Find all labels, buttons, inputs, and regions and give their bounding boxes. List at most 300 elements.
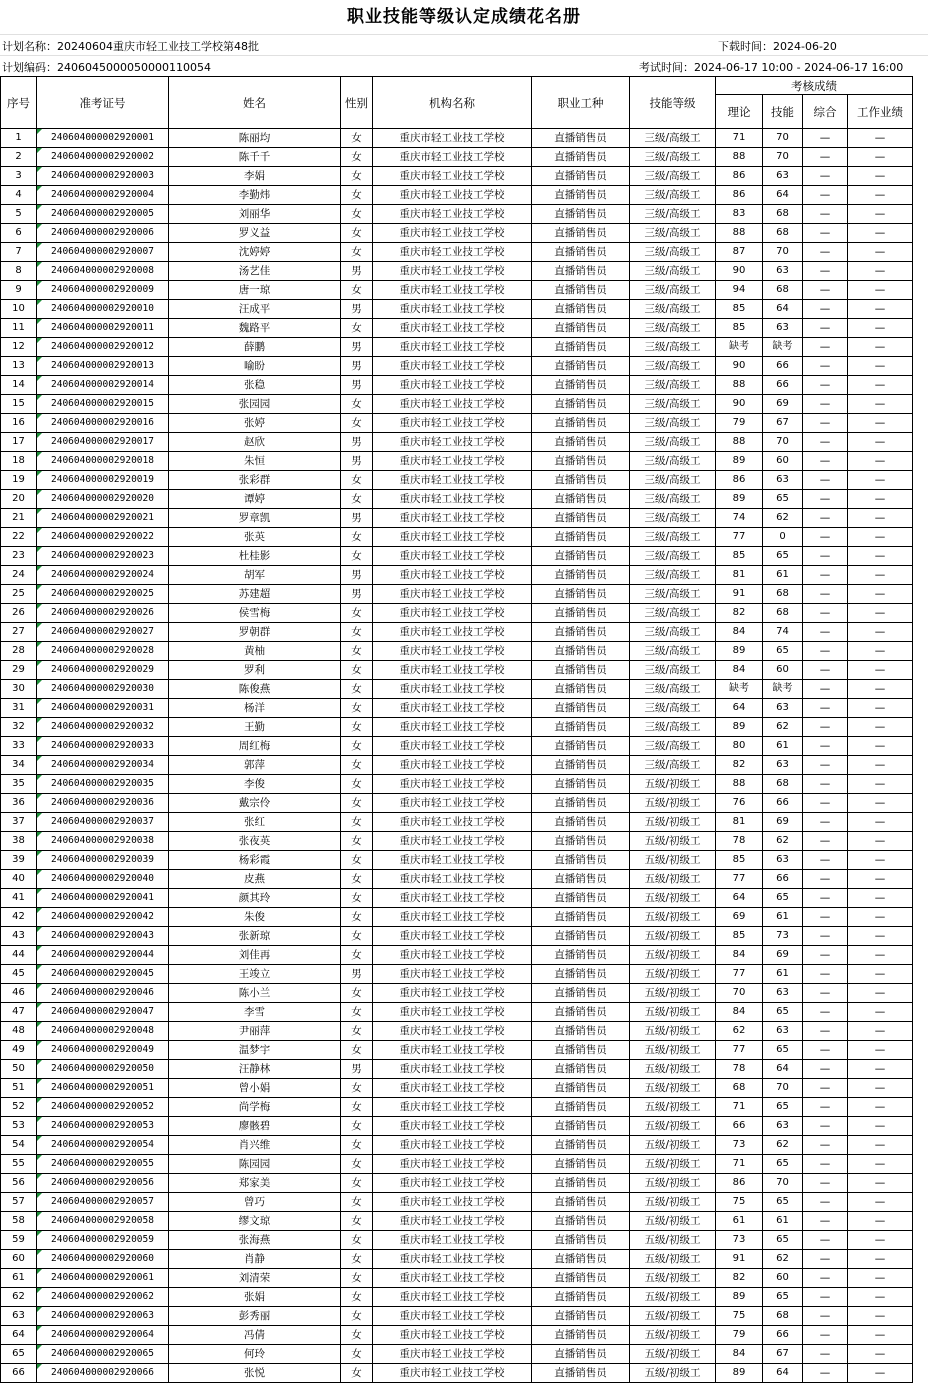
row-exam-id: 240604000002920029	[37, 661, 169, 680]
row-org: 重庆市轻工业技工学校	[373, 357, 532, 376]
row-work-score: —	[848, 376, 913, 395]
row-theory-score: 75	[716, 1193, 763, 1212]
row-job: 直播销售员	[532, 167, 630, 186]
row-no: 33	[1, 737, 37, 756]
row-exam-id: 240604000002920041	[37, 889, 169, 908]
row-exam-id: 240604000002920052	[37, 1098, 169, 1117]
row-overall-score: —	[803, 623, 848, 642]
table-row	[1, 471, 913, 490]
row-job: 直播销售员	[532, 1060, 630, 1079]
row-theory-score: 84	[716, 946, 763, 965]
row-exam-id: 240604000002920038	[37, 832, 169, 851]
row-skill-score: 70	[763, 129, 803, 148]
table-row	[1, 148, 913, 167]
row-job: 直播销售员	[532, 661, 630, 680]
row-no: 3	[1, 167, 37, 186]
row-no: 64	[1, 1326, 37, 1345]
row-exam-id: 240604000002920039	[37, 851, 169, 870]
row-exam-id: 240604000002920062	[37, 1288, 169, 1307]
row-name: 冯倩	[169, 1326, 341, 1345]
table-row	[1, 528, 913, 547]
row-no: 21	[1, 509, 37, 528]
row-gender: 男	[341, 376, 373, 395]
row-exam-id: 240604000002920014	[37, 376, 169, 395]
row-name: 张稳	[169, 376, 341, 395]
row-no: 60	[1, 1250, 37, 1269]
row-org: 重庆市轻工业技工学校	[373, 452, 532, 471]
download-time: 下载时间：2024-06-20	[718, 40, 837, 53]
row-theory-score: 88	[716, 148, 763, 167]
row-org: 重庆市轻工业技工学校	[373, 623, 532, 642]
row-theory-score: 89	[716, 490, 763, 509]
row-no: 35	[1, 775, 37, 794]
row-overall-score: —	[803, 205, 848, 224]
row-no: 32	[1, 718, 37, 737]
row-work-score: —	[848, 1212, 913, 1231]
row-level: 五级/初级工	[630, 813, 716, 832]
row-name: 郑家美	[169, 1174, 341, 1193]
row-work-score: —	[848, 604, 913, 623]
row-work-score: —	[848, 623, 913, 642]
row-gender: 女	[341, 1288, 373, 1307]
row-name: 曾巧	[169, 1193, 341, 1212]
row-skill-score: 67	[763, 1345, 803, 1364]
row-work-score: —	[848, 129, 913, 148]
row-skill-score: 73	[763, 927, 803, 946]
row-theory-score: 85	[716, 300, 763, 319]
table-row	[1, 1117, 913, 1136]
row-work-score: —	[848, 300, 913, 319]
row-no: 19	[1, 471, 37, 490]
row-no: 57	[1, 1193, 37, 1212]
row-org: 重庆市轻工业技工学校	[373, 813, 532, 832]
row-work-score: —	[848, 1174, 913, 1193]
row-job: 直播销售员	[532, 509, 630, 528]
row-org: 重庆市轻工业技工学校	[373, 1269, 532, 1288]
row-job: 直播销售员	[532, 642, 630, 661]
row-name: 薛鹏	[169, 338, 341, 357]
col-gender: 性别	[341, 77, 373, 129]
row-level: 三级/高级工	[630, 471, 716, 490]
row-org: 重庆市轻工业技工学校	[373, 889, 532, 908]
row-name: 肖静	[169, 1250, 341, 1269]
row-gender: 女	[341, 1174, 373, 1193]
row-name: 彭秀丽	[169, 1307, 341, 1326]
row-job: 直播销售员	[532, 965, 630, 984]
row-gender: 男	[341, 1060, 373, 1079]
row-work-score: —	[848, 262, 913, 281]
row-name: 汪成平	[169, 300, 341, 319]
row-theory-score: 76	[716, 794, 763, 813]
row-org: 重庆市轻工业技工学校	[373, 471, 532, 490]
row-job: 直播销售员	[532, 281, 630, 300]
row-overall-score: —	[803, 775, 848, 794]
table-row	[1, 357, 913, 376]
row-level: 三级/高级工	[630, 281, 716, 300]
row-name: 喻盼	[169, 357, 341, 376]
row-level: 三级/高级工	[630, 186, 716, 205]
table-row	[1, 775, 913, 794]
table-row	[1, 509, 913, 528]
row-theory-score: 89	[716, 1364, 763, 1383]
row-job: 直播销售员	[532, 585, 630, 604]
table-row	[1, 965, 913, 984]
row-theory-score: 69	[716, 908, 763, 927]
row-name: 张娟	[169, 1288, 341, 1307]
row-overall-score: —	[803, 1022, 848, 1041]
row-job: 直播销售员	[532, 851, 630, 870]
row-org: 重庆市轻工业技工学校	[373, 794, 532, 813]
table-row	[1, 1003, 913, 1022]
row-theory-score: 66	[716, 1117, 763, 1136]
row-overall-score: —	[803, 281, 848, 300]
row-gender: 女	[341, 1041, 373, 1060]
row-org: 重庆市轻工业技工学校	[373, 585, 532, 604]
row-no: 28	[1, 642, 37, 661]
table-row	[1, 927, 913, 946]
table-row	[1, 1193, 913, 1212]
row-skill-score: 64	[763, 186, 803, 205]
row-job: 直播销售员	[532, 1288, 630, 1307]
row-theory-score: 90	[716, 262, 763, 281]
row-overall-score: —	[803, 661, 848, 680]
score-table	[0, 76, 913, 1383]
row-skill-score: 62	[763, 509, 803, 528]
table-row	[1, 414, 913, 433]
row-name: 朱俊	[169, 908, 341, 927]
row-gender: 女	[341, 927, 373, 946]
row-no: 25	[1, 585, 37, 604]
row-org: 重庆市轻工业技工学校	[373, 1174, 532, 1193]
row-level: 五级/初级工	[630, 775, 716, 794]
row-level: 三级/高级工	[630, 623, 716, 642]
row-name: 李勤炜	[169, 186, 341, 205]
row-org: 重庆市轻工业技工学校	[373, 680, 532, 699]
row-work-score: —	[848, 965, 913, 984]
row-gender: 女	[341, 205, 373, 224]
exam-time: 考试时间：2024-06-17 10:00 - 2024-06-17 16:00	[639, 61, 904, 74]
row-job: 直播销售员	[532, 1022, 630, 1041]
row-exam-id: 240604000002920011	[37, 319, 169, 338]
row-no: 46	[1, 984, 37, 1003]
table-row	[1, 642, 913, 661]
row-theory-score: 62	[716, 1022, 763, 1041]
row-overall-score: —	[803, 1269, 848, 1288]
row-org: 重庆市轻工业技工学校	[373, 262, 532, 281]
row-overall-score: —	[803, 1136, 848, 1155]
row-skill-score: 63	[763, 319, 803, 338]
row-gender: 女	[341, 832, 373, 851]
row-job: 直播销售员	[532, 357, 630, 376]
table-header	[1, 77, 913, 129]
row-skill-score: 68	[763, 775, 803, 794]
row-gender: 女	[341, 1212, 373, 1231]
row-org: 重庆市轻工业技工学校	[373, 737, 532, 756]
row-name: 温梦宇	[169, 1041, 341, 1060]
row-job: 直播销售员	[532, 376, 630, 395]
row-no: 40	[1, 870, 37, 889]
row-exam-id: 240604000002920020	[37, 490, 169, 509]
row-level: 五级/初级工	[630, 984, 716, 1003]
row-job: 直播销售员	[532, 148, 630, 167]
row-level: 三级/高级工	[630, 243, 716, 262]
table-row	[1, 1136, 913, 1155]
table-row	[1, 129, 913, 148]
row-no: 39	[1, 851, 37, 870]
table-row	[1, 167, 913, 186]
row-exam-id: 240604000002920057	[37, 1193, 169, 1212]
row-gender: 女	[341, 680, 373, 699]
row-level: 三级/高级工	[630, 376, 716, 395]
row-theory-score: 77	[716, 965, 763, 984]
row-gender: 女	[341, 1022, 373, 1041]
row-work-score: —	[848, 1231, 913, 1250]
row-overall-score: —	[803, 262, 848, 281]
row-gender: 女	[341, 319, 373, 338]
row-exam-id: 240604000002920063	[37, 1307, 169, 1326]
row-skill-score: 缺考	[763, 338, 803, 357]
row-skill-score: 63	[763, 262, 803, 281]
row-name: 黄柚	[169, 642, 341, 661]
row-work-score: —	[848, 509, 913, 528]
row-gender: 女	[341, 1307, 373, 1326]
table-row	[1, 946, 913, 965]
row-job: 直播销售员	[532, 262, 630, 281]
row-theory-score: 88	[716, 433, 763, 452]
row-theory-score: 87	[716, 243, 763, 262]
row-no: 16	[1, 414, 37, 433]
row-org: 重庆市轻工业技工学校	[373, 1098, 532, 1117]
row-no: 12	[1, 338, 37, 357]
row-gender: 女	[341, 1098, 373, 1117]
row-org: 重庆市轻工业技工学校	[373, 1117, 532, 1136]
row-job: 直播销售员	[532, 300, 630, 319]
row-level: 五级/初级工	[630, 794, 716, 813]
row-job: 直播销售员	[532, 718, 630, 737]
row-skill-score: 63	[763, 1117, 803, 1136]
row-no: 65	[1, 1345, 37, 1364]
row-name: 朱恒	[169, 452, 341, 471]
row-overall-score: —	[803, 319, 848, 338]
row-exam-id: 240604000002920026	[37, 604, 169, 623]
row-org: 重庆市轻工业技工学校	[373, 642, 532, 661]
row-work-score: —	[848, 433, 913, 452]
row-work-score: —	[848, 1269, 913, 1288]
row-overall-score: —	[803, 699, 848, 718]
row-level: 三级/高级工	[630, 718, 716, 737]
row-exam-id: 240604000002920027	[37, 623, 169, 642]
row-org: 重庆市轻工业技工学校	[373, 148, 532, 167]
row-overall-score: —	[803, 908, 848, 927]
row-work-score: —	[848, 851, 913, 870]
row-skill-score: 68	[763, 281, 803, 300]
row-gender: 女	[341, 775, 373, 794]
row-exam-id: 240604000002920022	[37, 528, 169, 547]
row-no: 30	[1, 680, 37, 699]
row-org: 重庆市轻工业技工学校	[373, 1250, 532, 1269]
row-overall-score: —	[803, 357, 848, 376]
row-org: 重庆市轻工业技工学校	[373, 604, 532, 623]
row-level: 三级/高级工	[630, 414, 716, 433]
table-row	[1, 490, 913, 509]
row-job: 直播销售员	[532, 623, 630, 642]
row-work-score: —	[848, 528, 913, 547]
table-row	[1, 338, 913, 357]
row-gender: 男	[341, 262, 373, 281]
row-overall-score: —	[803, 870, 848, 889]
row-overall-score: —	[803, 1174, 848, 1193]
row-no: 13	[1, 357, 37, 376]
table-row	[1, 300, 913, 319]
row-work-score: —	[848, 281, 913, 300]
row-level: 五级/初级工	[630, 851, 716, 870]
row-name: 王竣立	[169, 965, 341, 984]
row-work-score: —	[848, 1003, 913, 1022]
row-exam-id: 240604000002920054	[37, 1136, 169, 1155]
row-job: 直播销售员	[532, 946, 630, 965]
row-exam-id: 240604000002920001	[37, 129, 169, 148]
table-row	[1, 547, 913, 566]
row-job: 直播销售员	[532, 813, 630, 832]
row-gender: 男	[341, 566, 373, 585]
row-level: 三级/高级工	[630, 547, 716, 566]
table-body	[1, 129, 913, 1383]
row-org: 重庆市轻工业技工学校	[373, 984, 532, 1003]
row-overall-score: —	[803, 1098, 848, 1117]
row-no: 62	[1, 1288, 37, 1307]
row-org: 重庆市轻工业技工学校	[373, 338, 532, 357]
row-theory-score: 缺考	[716, 338, 763, 357]
row-level: 三级/高级工	[630, 604, 716, 623]
row-no: 24	[1, 566, 37, 585]
row-overall-score: —	[803, 813, 848, 832]
row-theory-score: 91	[716, 585, 763, 604]
row-name: 罗利	[169, 661, 341, 680]
row-job: 直播销售员	[532, 566, 630, 585]
row-no: 41	[1, 889, 37, 908]
table-row	[1, 1250, 913, 1269]
table-row	[1, 224, 913, 243]
row-overall-score: —	[803, 509, 848, 528]
row-level: 五级/初级工	[630, 1288, 716, 1307]
row-skill-score: 62	[763, 1250, 803, 1269]
table-row	[1, 585, 913, 604]
row-overall-score: —	[803, 243, 848, 262]
row-skill-score: 63	[763, 167, 803, 186]
row-theory-score: 85	[716, 547, 763, 566]
row-overall-score: —	[803, 965, 848, 984]
row-level: 五级/初级工	[630, 870, 716, 889]
row-no: 36	[1, 794, 37, 813]
row-level: 五级/初级工	[630, 1307, 716, 1326]
row-theory-score: 81	[716, 813, 763, 832]
row-level: 三级/高级工	[630, 737, 716, 756]
row-no: 51	[1, 1079, 37, 1098]
row-org: 重庆市轻工业技工学校	[373, 528, 532, 547]
row-skill-score: 62	[763, 718, 803, 737]
row-skill-score: 64	[763, 300, 803, 319]
col-name: 姓名	[169, 77, 341, 129]
row-name: 唐一琼	[169, 281, 341, 300]
row-level: 三级/高级工	[630, 167, 716, 186]
row-gender: 女	[341, 471, 373, 490]
row-name: 张海燕	[169, 1231, 341, 1250]
table-row	[1, 1288, 913, 1307]
row-work-score: —	[848, 1136, 913, 1155]
row-overall-score: —	[803, 832, 848, 851]
row-name: 周红梅	[169, 737, 341, 756]
row-no: 14	[1, 376, 37, 395]
row-job: 直播销售员	[532, 528, 630, 547]
row-exam-id: 240604000002920050	[37, 1060, 169, 1079]
row-skill-score: 65	[763, 547, 803, 566]
row-name: 张园园	[169, 395, 341, 414]
row-gender: 女	[341, 604, 373, 623]
row-skill-score: 65	[763, 1231, 803, 1250]
row-work-score: —	[848, 148, 913, 167]
row-org: 重庆市轻工业技工学校	[373, 319, 532, 338]
row-level: 五级/初级工	[630, 1326, 716, 1345]
row-level: 五级/初级工	[630, 1155, 716, 1174]
row-overall-score: —	[803, 1041, 848, 1060]
row-job: 直播销售员	[532, 471, 630, 490]
row-name: 刘丽华	[169, 205, 341, 224]
row-org: 重庆市轻工业技工学校	[373, 566, 532, 585]
row-job: 直播销售员	[532, 870, 630, 889]
row-org: 重庆市轻工业技工学校	[373, 870, 532, 889]
row-skill-score: 65	[763, 889, 803, 908]
row-org: 重庆市轻工业技工学校	[373, 908, 532, 927]
row-name: 赵欣	[169, 433, 341, 452]
row-work-score: —	[848, 566, 913, 585]
row-job: 直播销售员	[532, 908, 630, 927]
table-row	[1, 433, 913, 452]
row-overall-score: —	[803, 1250, 848, 1269]
table-row	[1, 851, 913, 870]
row-level: 三级/高级工	[630, 661, 716, 680]
row-exam-id: 240604000002920025	[37, 585, 169, 604]
row-skill-score: 69	[763, 946, 803, 965]
row-name: 戴宗伶	[169, 794, 341, 813]
row-no: 7	[1, 243, 37, 262]
row-overall-score: —	[803, 490, 848, 509]
row-work-score: —	[848, 243, 913, 262]
row-skill-score: 63	[763, 699, 803, 718]
row-job: 直播销售员	[532, 775, 630, 794]
row-level: 五级/初级工	[630, 1022, 716, 1041]
row-job: 直播销售员	[532, 338, 630, 357]
row-no: 45	[1, 965, 37, 984]
row-skill-score: 68	[763, 224, 803, 243]
row-skill-score: 60	[763, 661, 803, 680]
row-gender: 女	[341, 889, 373, 908]
row-name: 杨洋	[169, 699, 341, 718]
row-theory-score: 90	[716, 357, 763, 376]
row-exam-id: 240604000002920003	[37, 167, 169, 186]
row-no: 49	[1, 1041, 37, 1060]
row-overall-score: —	[803, 1345, 848, 1364]
table-row	[1, 319, 913, 338]
row-theory-score: 94	[716, 281, 763, 300]
row-job: 直播销售员	[532, 129, 630, 148]
row-theory-score: 86	[716, 186, 763, 205]
row-no: 4	[1, 186, 37, 205]
row-theory-score: 88	[716, 224, 763, 243]
row-work-score: —	[848, 1307, 913, 1326]
row-level: 五级/初级工	[630, 965, 716, 984]
table-row	[1, 680, 913, 699]
row-work-score: —	[848, 585, 913, 604]
